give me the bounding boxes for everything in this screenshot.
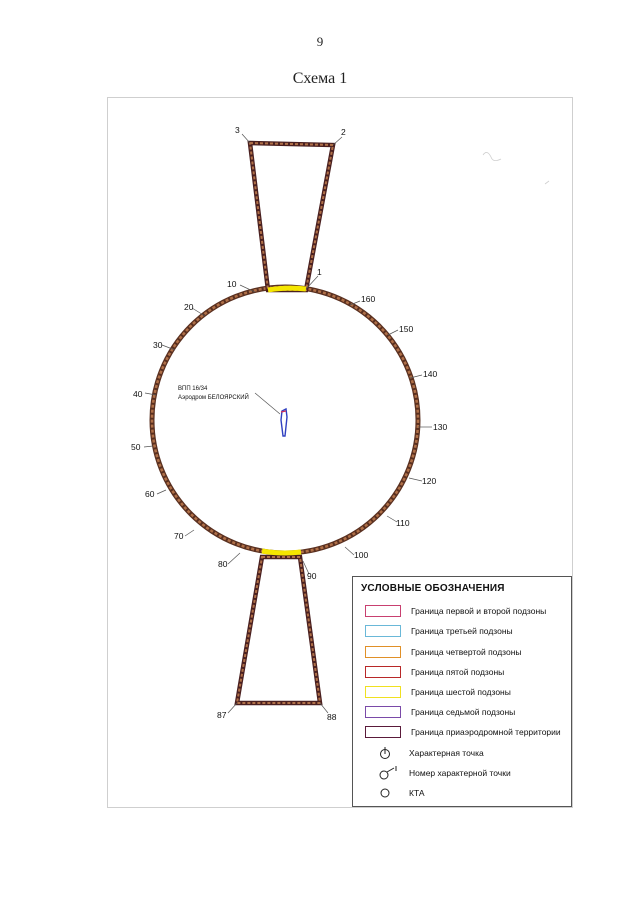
legend [352, 576, 572, 807]
point-label: 87 [217, 710, 227, 720]
legend-title: УСЛОВНЫЕ ОБОЗНАЧЕНИЯ [361, 583, 505, 594]
legend-item-label: Граница четвертой подзоны [411, 647, 522, 657]
sixth-subzone-north-arc [268, 288, 306, 290]
legend-item [365, 724, 561, 740]
aerodrome-name: Аэродром БЕЛОЯРСКИЙ [178, 395, 249, 401]
point-label: 60 [145, 489, 155, 499]
characteristic-point-icon [377, 745, 401, 761]
legend-item [365, 623, 513, 639]
legend-swatch [365, 605, 401, 617]
point-label: 20 [184, 302, 194, 312]
point-label: 100 [354, 550, 369, 560]
point-label: 110 [396, 518, 410, 528]
aerodrome-territory-boundary [152, 287, 418, 553]
point-label: 120 [422, 476, 437, 486]
legend-item-label: Граница первой и второй подзоны [411, 606, 547, 616]
legend-item [365, 704, 515, 720]
point-number-icon [377, 765, 401, 781]
legend-swatch [365, 666, 401, 678]
runway-marker [281, 409, 287, 436]
point-label: 10 [227, 279, 237, 289]
point-label: 80 [218, 559, 228, 569]
legend-swatch [365, 726, 401, 738]
legend-item [365, 603, 546, 619]
point-label: 2 [341, 127, 346, 137]
point-label: 130 [433, 422, 448, 432]
legend-item [365, 644, 522, 660]
point-label: 40 [133, 389, 143, 399]
sixth-subzone-south-arc [262, 551, 301, 553]
legend-symbol-label: Характерная точка [409, 748, 484, 758]
legend-item-label: Граница третьей подзоны [411, 626, 513, 636]
legend-swatch [365, 706, 401, 718]
point-label: 70 [174, 531, 184, 541]
scan-mark [483, 152, 501, 160]
legend-symbol-row [377, 765, 511, 781]
legend-item [365, 684, 511, 700]
legend-swatch [365, 646, 401, 658]
page-number: 9 [316, 34, 324, 49]
point-label: 90 [307, 571, 317, 581]
runway-label: ВПП 16/34 [178, 386, 208, 392]
point-label: 140 [423, 369, 438, 379]
legend-item-label: Граница седьмой подзоны [411, 707, 516, 717]
legend-symbol-row [377, 745, 484, 761]
point-label: 3 [235, 125, 240, 135]
legend-symbol-label: Номер характерной точки [409, 768, 511, 778]
point-label: 30 [153, 340, 163, 350]
legend-symbol-label: КТА [409, 788, 425, 798]
kta-icon [377, 785, 401, 801]
legend-item-label: Граница пятой подзоны [411, 667, 505, 677]
legend-item-label: Граница приаэродромной территории [411, 727, 561, 737]
legend-symbol-row [377, 785, 425, 801]
legend-item [365, 664, 504, 680]
legend-swatch [365, 625, 401, 637]
legend-swatch [365, 686, 401, 698]
legend-item-label: Граница шестой подзоны [411, 687, 511, 697]
scan-mark [545, 181, 549, 184]
point-label: 88 [327, 712, 337, 722]
point-label: 160 [361, 294, 376, 304]
point-label: 1 [317, 267, 322, 277]
point-label: 150 [399, 324, 414, 334]
point-label: 50 [131, 442, 141, 452]
scheme-title: Схема 1 [292, 70, 348, 87]
